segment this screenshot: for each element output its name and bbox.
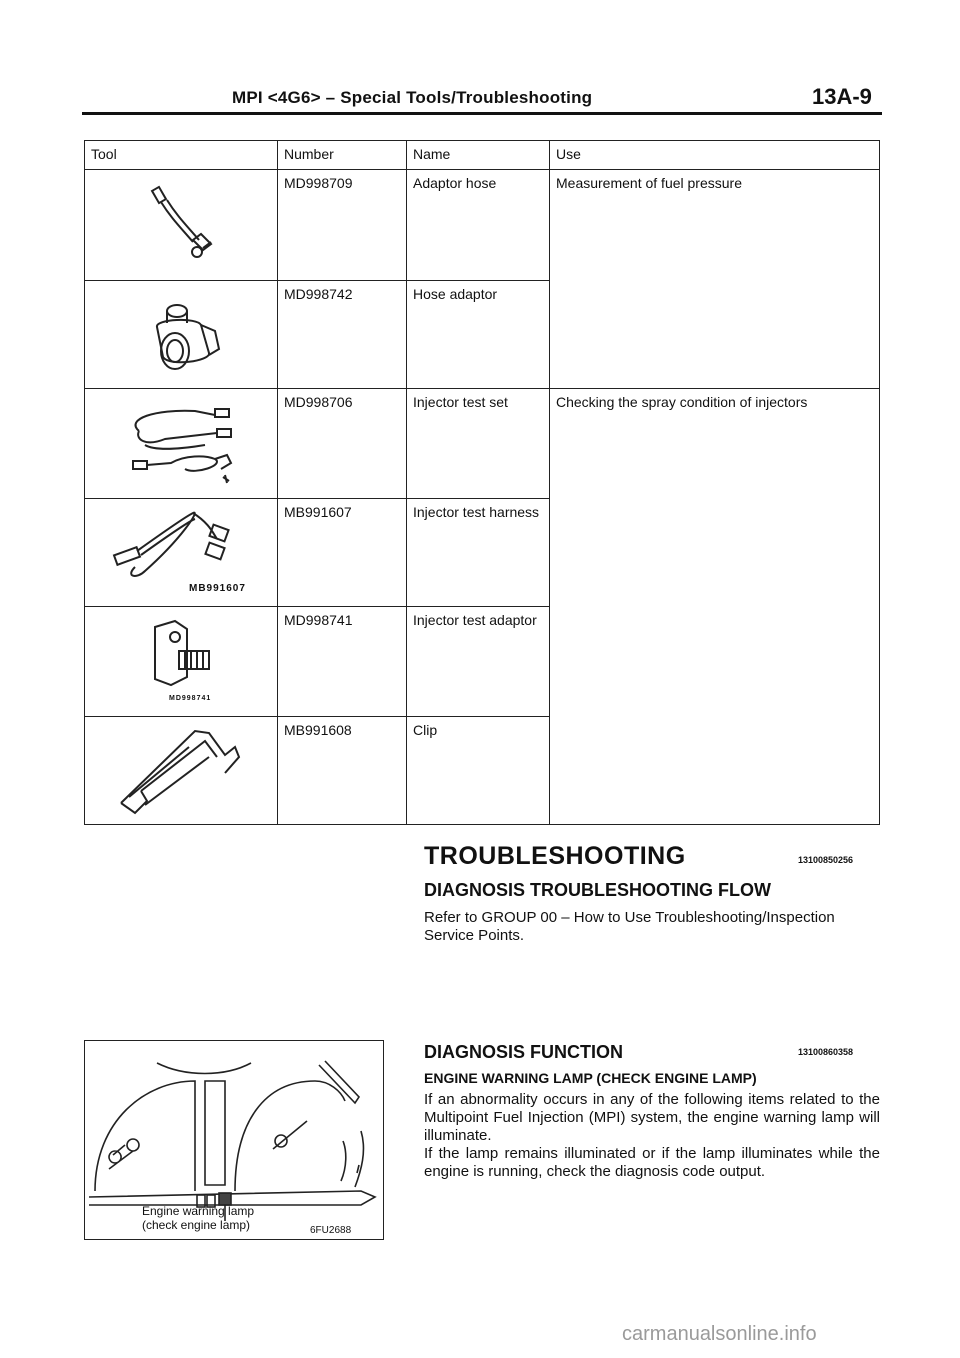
table-row bbox=[85, 170, 880, 281]
tool-number: MD998706 bbox=[278, 389, 407, 499]
tool-cell bbox=[85, 607, 278, 717]
troubleshooting-heading: TROUBLESHOOTING bbox=[424, 842, 686, 870]
page-title: MPI <4G6> – Special Tools/Troubleshooting bbox=[232, 88, 593, 107]
tool-cell bbox=[85, 717, 278, 825]
special-tools-table bbox=[84, 140, 880, 825]
section-code: 13100860358 bbox=[798, 1047, 854, 1057]
tool-name: Adaptor hose bbox=[407, 170, 550, 281]
page-number: 13A-9 bbox=[812, 84, 872, 109]
figure-caption-line1: Engine warning lamp bbox=[142, 1204, 255, 1218]
paragraph: If the lamp remains illuminated or if the lamp illuminates while the engine is running, check the diagnosis code output. bbox=[424, 1145, 880, 1180]
engine-warning-lamp-heading: ENGINE WARNING LAMP (CHECK ENGINE LAMP) bbox=[424, 1070, 757, 1086]
diagnosis-function-text bbox=[424, 1091, 880, 1181]
tool-name: Injector test set bbox=[407, 389, 550, 499]
diagnosis-function-heading: DIAGNOSIS FUNCTION bbox=[424, 1042, 624, 1062]
table-row bbox=[85, 389, 880, 499]
tool-part-label: MB991607 bbox=[189, 583, 246, 594]
tool-number: MD998709 bbox=[278, 170, 407, 281]
paragraph: If an abnormality occurs in any of the following items related to the Multipoint Fuel Injection (MPI) system, the engine warning lamp will illuminate. bbox=[424, 1091, 880, 1144]
tool-part-label: MD998741 bbox=[169, 695, 212, 702]
tool-number: MD998742 bbox=[278, 281, 407, 389]
table-header-row bbox=[85, 141, 880, 170]
column-header-name: Name bbox=[407, 141, 550, 170]
clip-icon bbox=[85, 717, 265, 821]
section-code: 13100850256 bbox=[798, 855, 854, 865]
tool-name: Clip bbox=[407, 717, 550, 825]
tool-cell bbox=[85, 499, 278, 607]
tool-cell bbox=[85, 281, 278, 389]
tool-number: MD998741 bbox=[278, 607, 407, 717]
injector-test-set-icon bbox=[85, 389, 265, 495]
tool-cell bbox=[85, 389, 278, 499]
tool-number: MB991607 bbox=[278, 499, 407, 607]
flow-heading: DIAGNOSIS TROUBLESHOOTING FLOW bbox=[424, 880, 771, 900]
flow-text: Refer to GROUP 00 – How to Use Troubleshooting/Inspection Service Points. bbox=[424, 909, 835, 944]
hose-adaptor-icon bbox=[85, 281, 265, 385]
fuel-adaptor-hose-icon bbox=[85, 170, 265, 278]
column-header-use: Use bbox=[550, 141, 880, 170]
tool-cell bbox=[85, 170, 278, 281]
header-rule bbox=[82, 112, 882, 115]
figure-code: 6FU2688 bbox=[310, 1225, 352, 1236]
column-header-tool: Tool bbox=[85, 141, 278, 170]
tool-number: MB991608 bbox=[278, 717, 407, 825]
tool-name: Injector test harness bbox=[407, 499, 550, 607]
tool-name: Hose adaptor bbox=[407, 281, 550, 389]
figure-caption-line2: (check engine lamp) bbox=[142, 1218, 251, 1232]
tool-use: Measurement of fuel pressure bbox=[550, 170, 880, 389]
tool-name: Injector test adaptor bbox=[407, 607, 550, 717]
tool-use: Checking the spray condition of injectors bbox=[550, 389, 880, 825]
column-header-number: Number bbox=[278, 141, 407, 170]
watermark: carmanualsonline.info bbox=[622, 1323, 817, 1345]
